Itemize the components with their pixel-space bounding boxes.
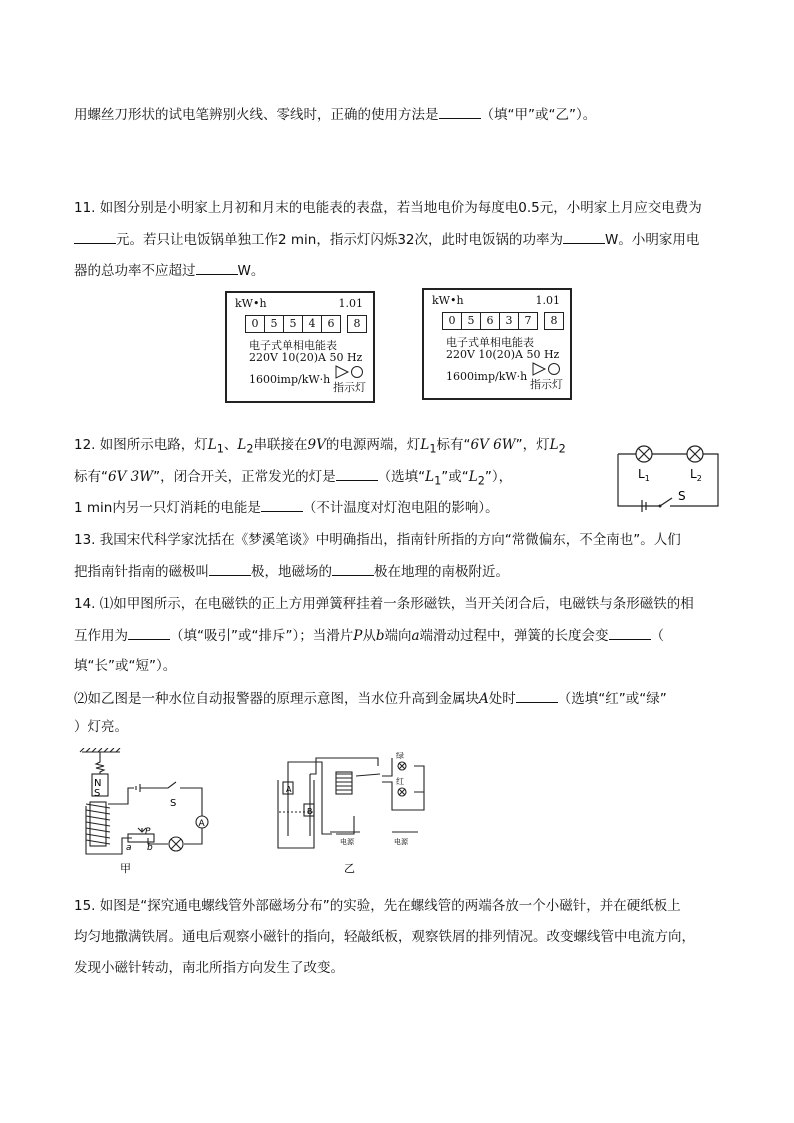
answer-blank[interactable] [209,561,251,576]
energy-meter-end: kW•h 1.01 0 5 6 3 7 8 电子式单相电能表 220V 10(20)A 50 Hz 1600imp/kW·h 指示灯 [422,288,572,400]
meter-digits: 0 5 5 4 6 8 [245,315,366,333]
label-switch: S [678,489,686,503]
ammeter-label: A [198,819,205,829]
q13-line-1: 13. 我国宋代科学家沈括在《梦溪笔谈》中明确指出，指南针所指的方向“常微偏东，不全南也”。人们 [74,532,681,548]
answer-blank[interactable] [336,466,378,481]
magnet-n: N [94,778,102,789]
q12-line-1: 12. 如图所示电路，灯$L_1$、$L_2$串联接在9V的电源两端，灯$L_1$标有“6V 6W”，灯$L_2$ [74,437,566,456]
q15-line-2: 均匀地撒满铁屑。通电后观察小磁针的指向，轻敲纸板，观察铁屑的排列情况。改变螺线管中电流方向， [74,929,695,945]
electromagnet-figure [72,748,222,876]
q14-line-1: 14. ⑴如甲图所示，在电磁铁的正上方用弹簧秤挂着一条形磁铁，当开关闭合后，电磁铁与条形磁铁的相 [74,596,694,612]
answer-blank[interactable] [196,260,238,275]
q14-line-5: ）灯亮。 [74,719,128,735]
answer-blank[interactable] [74,229,116,244]
q11-line-1: 11. 如图分别是小明家上月初和月末的电能表的表盘，若当地电价为每度电0.5元，小明家上月应交电费为 [74,200,702,216]
q14-line-3: 填“长”或“短”）。 [74,658,177,674]
q11-line-2: 元。若只让电饭锅单独工作2 min，指示灯闪烁32次，此时电饭锅的功率为 W。小明家用电 [74,229,699,250]
answer-blank[interactable] [563,229,605,244]
label-l2: $L_2$ [690,467,702,483]
magnet-s: S [94,788,101,799]
power-source-2-label: 电源 [394,838,408,846]
q12-circuit-figure [612,438,722,516]
figure-jia-caption: 甲 [120,862,131,875]
q11-line-3: 器的总功率不应超过 W。 [74,260,264,281]
answer-blank[interactable] [128,625,170,640]
indicator-icon [335,365,367,379]
power-source-1-label: 电源 [340,838,354,846]
answer-blank[interactable] [261,497,303,512]
q12-line-2: 标有“6V 3W”，闭合开关，正常发光的灯是 （选填“$L_1$”或“$L_2$”）， [74,466,512,492]
q14-line-2: 互作用为 （填“吸引”或“排斥”）；当滑片P从b端向a端滑动过程中，弹簧的长度会变 （ [74,625,664,646]
q15-line-3: 发现小磁针转动，南北所指方向发生了改变。 [74,960,344,976]
switch-label: S [170,798,177,809]
metal-block-b: B [307,807,313,816]
answer-blank[interactable] [332,561,374,576]
end-a-label: a [126,843,132,853]
energy-meter-start: kW•h 1.01 0 5 5 4 6 8 电子式单相电能表 220V 10(20)A 50 Hz 1600imp/kW·h 指示灯 [225,291,375,403]
answer-blank[interactable] [516,688,558,703]
answer-blank[interactable] [609,625,651,640]
end-b-label: b [147,843,153,853]
water-alarm-figure [270,752,430,876]
q12-line-3: 1 min内另一只灯消耗的电能是 （不计温度对灯泡电阻的影响）。 [74,497,499,518]
green-lamp-label: 绿 [396,752,404,760]
slider-p-label: P [145,827,151,837]
figure-yi-caption: 乙 [344,862,355,875]
q15-line-1: 15. 如图是“探究通电螺线管外部磁场分布”的实验，先在螺线管的两端各放一个小磁针，并在硬纸板上 [74,898,681,914]
indicator-icon [532,362,564,376]
label-l1: $L_1$ [638,467,650,483]
metal-block-a: A [286,785,292,794]
red-lamp-label: 红 [396,777,404,786]
q13-line-2: 把指南针指南的磁极叫 极，地磁场的 极在地理的南极附近。 [74,561,509,582]
meter-digits: 0 5 6 3 7 8 [442,312,563,330]
q10-tail-line: 用螺丝刀形状的试电笔辨别火线、零线时，正确的使用方法是 （填“甲”或“乙”）。 [74,104,596,125]
q14-line-4: ⑵如乙图是一种水位自动报警器的原理示意图，当水位升高到金属块A处时 （选填“红”或“绿” [74,688,667,709]
answer-blank[interactable] [439,104,481,119]
